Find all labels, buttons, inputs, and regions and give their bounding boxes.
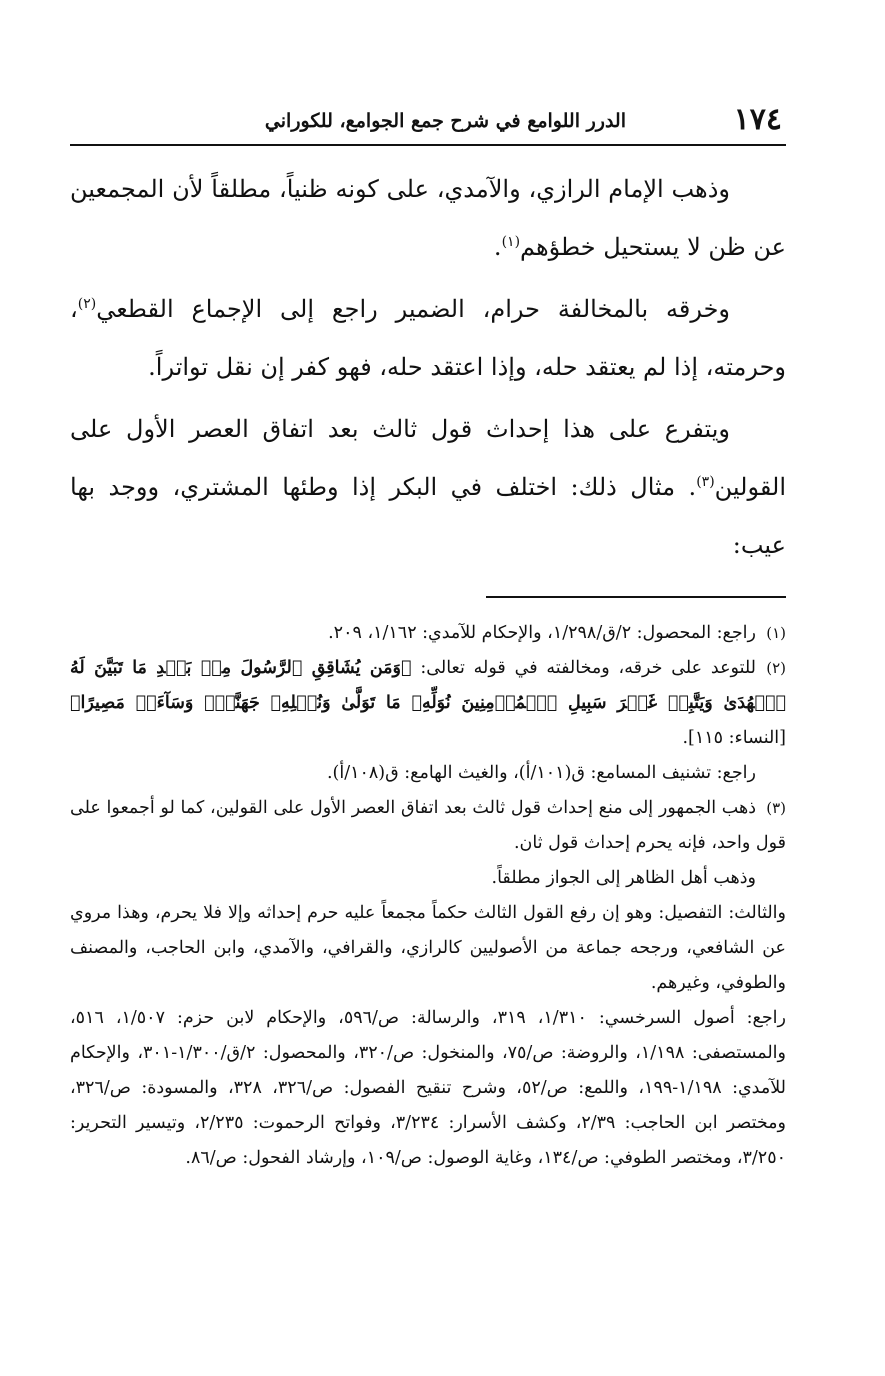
paragraph-1-tail: .: [493, 233, 502, 261]
footnote-ref-1: (١): [501, 234, 521, 250]
quran-open-bracket: ﴿: [401, 658, 412, 678]
paragraph-3-text: ويتفرع على هذا إحداث قول ثالث بعد اتفاق العصر الأول على القولين: [70, 415, 786, 501]
paragraph-2: [70, 280, 786, 396]
footnote-3-p3: والثالث: التفصيل: وهو إن رفع القول الثالث حكماً مجمعاً عليه حرم إحداثه وإلا فلا يحرم، وهذا مروي عن الشافعي، ورجحه جماعة من الأصوليين كالرازي، والقرافي، والآمدي، وابن الحاجب، والمصنف والطوفي، وغيرهم.: [70, 903, 786, 993]
quran-verse: وَمَن يُشَاقِقِ ٱلرَّسُولَ مِنۢ بَعۡدِ مَا تَبَيَّنَ لَهُ ٱلۡهُدَىٰ وَيَتَّبِعۡ غَيۡرَ سَبِيلِ ٱلۡمُؤۡمِنِينَ نُوَلِّهِۦ مَا تَوَلَّىٰ وَنُصۡلِهِۦ جَهَنَّمَۖ وَسَآءَتۡ مَصِيرًا: [70, 658, 786, 713]
footnote-3: [70, 791, 786, 861]
footnote-ref-3: (٣): [696, 474, 715, 490]
footnote-3-p1: ذهب الجمهور إلى منع إحداث قول ثالث بعد اتفاق العصر الأول على القولين، كما لو أجمعوا على قول واحد، فإنه يحرم إحداث قول ثان.: [70, 798, 786, 853]
page-header: [70, 100, 786, 146]
main-text: [70, 160, 786, 574]
running-title: الدرر اللوامع في شرح جمع الجوامع، للكوراني: [264, 110, 626, 132]
footnote-mark-3: (٣): [766, 799, 786, 817]
footnote-2: [70, 651, 786, 756]
page-number: ١٧٤: [733, 102, 782, 137]
quran-close-bracket: ﴾: [70, 693, 81, 713]
footnote-separator: [486, 596, 786, 598]
book-page: [70, 100, 786, 1176]
footnote-mark-1: (١): [766, 624, 786, 642]
footnote-3-p4: راجع: أصول السرخسي: ١/٣١٠، ٣١٩، والرسالة: ص/٥٩٦، والإحكام لابن حزم: ١/٥٠٧، ٥١٦، والمستصفى: ١/١٩٨، والروضة: ص/٧٥، والمنخول: ص/٣٢٠، والمحصول: ٢/ق/١/٣٠٠-٣٠١، والإحكام للآمدي: ١/١٩٨-١٩٩، واللمع: ص/٥٢، وشرح تنقيح الفصول: ص/٣٢٦، ٣٢٨، والمسودة: ص/٣٢٦، ومختصر ابن الحاجب: ٢/٣٩، وكشف الأسرار: ٣/٢٣٤، وفواتح الرحموت: ٢/٢٣٥، وتيسير التحرير: ٣/٢٥٠، ومختصر الطوفي: ص/١٣٤، وغاية الوصول: ص/١٠٩، وإرشاد الفحول: ص/٨٦.: [70, 1008, 787, 1168]
quran-reference: [النساء: ١١٥].: [682, 728, 786, 748]
footnote-2-intro: للتوعد على خرقه، ومخالفته في قوله تعالى:: [420, 658, 756, 678]
paragraph-1-text: وذهب الإمام الرازي، والآمدي، على كونه ظنياً، مطلقاً لأن المجمعين عن ظن لا يستحيل خطؤهم: [70, 175, 786, 261]
footnote-3-p2: وذهب أهل الظاهر إلى الجواز مطلقاً.: [491, 868, 756, 888]
paragraph-3-tail: . مثال ذلك: اختلف في البكر إذا وطئها المشتري، ووجد بها عيب:: [70, 473, 786, 559]
footnote-ref-2: (٢): [77, 296, 97, 312]
paragraph-3: [70, 400, 786, 574]
paragraph-2-text: وخرقه بالمخالفة حرام، الضمير راجع إلى الإجماع القطعي: [96, 295, 730, 323]
paragraph-1: [70, 160, 786, 276]
footnote-1-text: راجع: المحصول: ٢/ق/١/٢٩٨، والإحكام للآمدي: ١/١٦٢، ٢٠٩.: [328, 623, 756, 643]
footnote-mark-2: (٢): [766, 659, 786, 677]
footnotes: [70, 616, 786, 1176]
footnote-2-line-2: راجع: تشنيف المسامع: ق(١٠١/أ)، والغيث الهامع: ق(١٠٨/أ).: [326, 763, 756, 783]
footnote-1: [70, 616, 786, 651]
paragraph-2-tail: ، وحرمته، إذا لم يعتقد حله، وإذا اعتقد حله، فهو كفر إن نقل تواتراً.: [70, 295, 786, 381]
